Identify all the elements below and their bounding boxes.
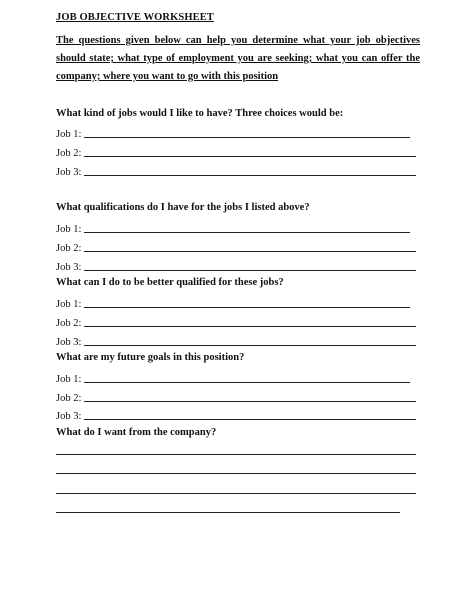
blank-line: [84, 382, 410, 383]
answer-line-q2-job2[interactable]: [56, 240, 416, 254]
answer-line-q1-job2[interactable]: [56, 145, 416, 159]
job-label: Job 2:: [56, 393, 82, 404]
job-label: Job 3:: [56, 167, 82, 178]
blank-line: [84, 401, 416, 402]
answer-line-q3-job2[interactable]: [56, 315, 416, 329]
blank-line: [84, 175, 416, 176]
job-label: Job 3:: [56, 411, 82, 422]
blank-line: [84, 307, 410, 308]
blank-line: [84, 345, 416, 346]
answer-line-q4-job2[interactable]: [56, 390, 416, 404]
job-label: Job 3:: [56, 337, 82, 348]
job-label: Job 1:: [56, 374, 82, 385]
answer-line-q5-2[interactable]: [56, 473, 416, 474]
blank-line: [84, 419, 416, 420]
job-label: Job 1:: [56, 129, 82, 140]
answer-line-q4-job3[interactable]: [56, 408, 416, 422]
answer-line-q2-job3[interactable]: [56, 259, 416, 273]
question-2: What qualifications do I have for the jobs I listed above?: [56, 202, 310, 213]
answer-line-q4-job1[interactable]: [56, 371, 410, 385]
question-1: What kind of jobs would I like to have? Three choices would be:: [56, 108, 344, 119]
answer-line-q5-1[interactable]: [56, 454, 416, 455]
answer-line-q1-job3[interactable]: [56, 164, 416, 178]
job-label: Job 2:: [56, 318, 82, 329]
blank-line: [84, 232, 410, 233]
answer-line-q3-job3[interactable]: [56, 334, 416, 348]
job-label: Job 3:: [56, 262, 82, 273]
answer-line-q5-4[interactable]: [56, 512, 400, 513]
blank-line: [84, 270, 416, 271]
question-3: What can I do to be better qualified for these jobs?: [56, 277, 284, 288]
job-label: Job 1:: [56, 299, 82, 310]
answer-line-q2-job1[interactable]: [56, 221, 410, 235]
answer-line-q3-job1[interactable]: [56, 296, 410, 310]
question-4: What are my future goals in this position?: [56, 352, 245, 363]
worksheet-title: JOB OBJECTIVE WORKSHEET: [56, 12, 214, 23]
job-label: Job 2:: [56, 243, 82, 254]
job-label: Job 2:: [56, 148, 82, 159]
question-5: What do I want from the company?: [56, 427, 217, 438]
answer-line-q5-3[interactable]: [56, 493, 416, 494]
blank-line: [84, 137, 410, 138]
blank-line: [84, 156, 416, 157]
blank-line: [84, 251, 416, 252]
worksheet-intro: The questions given below can help you determine what your job objectives should state; what type of employment you are seeking; what you can offer the company; where you want to go with this position: [56, 35, 420, 82]
answer-line-q1-job1[interactable]: [56, 126, 410, 140]
job-label: Job 1:: [56, 224, 82, 235]
blank-line: [84, 326, 416, 327]
